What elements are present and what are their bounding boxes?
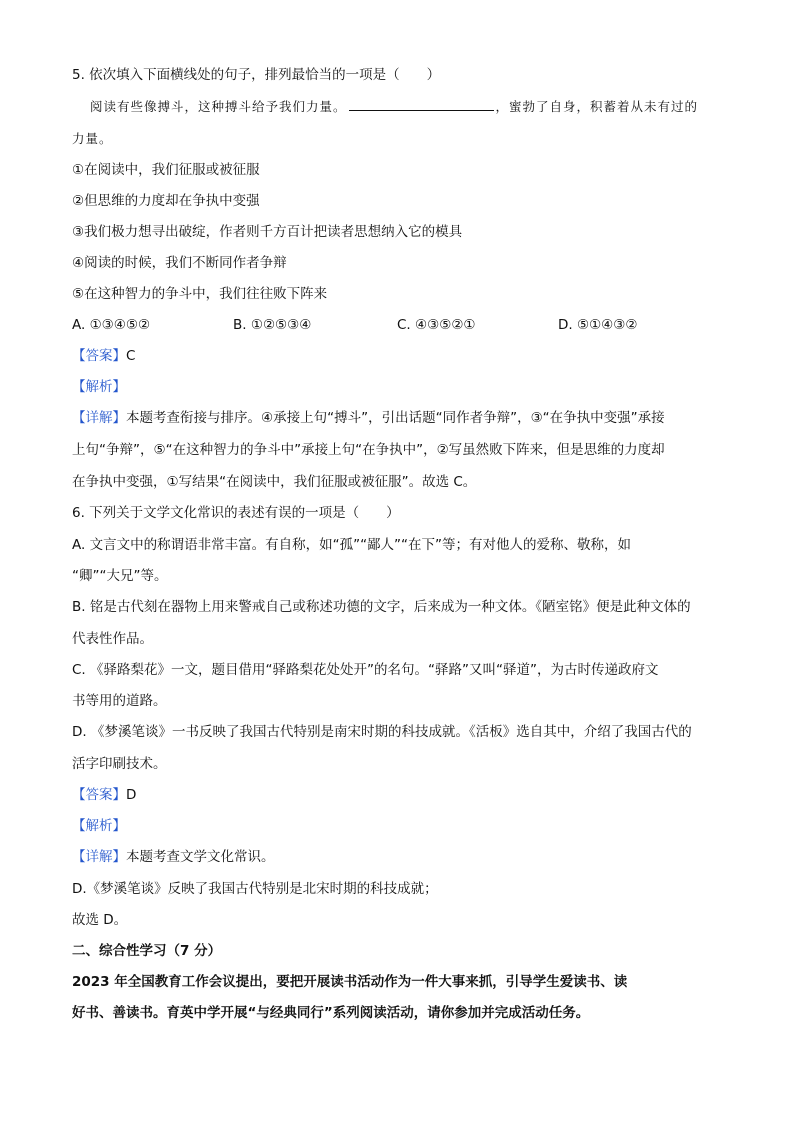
q6-detail-d: D.《梦溪笔谈》反映了我国古代特别是北宋时期的科技成就；	[72, 881, 438, 897]
q5-detail-label: 【详解】	[72, 410, 126, 426]
q6-option-line: A. 文言文中的称谓语非常丰富。有自称，如“孤”“鄙人”“在下”等；有对他人的爱称、敬称，如	[72, 537, 632, 553]
q5-detail-line3: 在争执中变强，①写结果“在阅读中，我们征服或被征服”。故选 C。	[72, 474, 477, 490]
q5-answer	[72, 347, 135, 365]
q6-answer	[72, 786, 136, 804]
q6-option-line: “卿”“大兄”等。	[72, 568, 168, 584]
q5-detail-line1	[72, 409, 665, 427]
q6-stem: 6. 下列关于文学文化常识的表述有误的一项是（ ）	[72, 505, 400, 521]
q5-item: ④阅读的时候，我们不断同作者争辩	[72, 255, 287, 271]
q5-option-b: B. ①②⑤③④	[233, 317, 312, 333]
section2-intro-line1: 2023 年全国教育工作会议提出，要把开展读书活动作为一件大事来抓，引导学生爱读书、读	[72, 974, 628, 990]
q5-passage-after: ，蜜勃了自身，积蓄着从未有过的	[495, 99, 699, 114]
q5-stem: 5. 依次填入下面横线处的句子，排列最恰当的一项是（ ）	[72, 67, 441, 83]
section2-heading: 二、综合性学习（7 分）	[72, 943, 222, 959]
q5-option-a: A. ①③④⑤②	[72, 317, 151, 333]
q5-answer-label: 【答案】	[72, 348, 126, 364]
q6-detail-label: 【详解】	[72, 849, 126, 865]
q5-passage-line2: 力量。	[72, 131, 113, 146]
q5-detail-text: 本题考查衔接与排序。④承接上句“搏斗”，引出话题“同作者争辩”，③“在争执中变强”承接	[126, 410, 665, 426]
q5-option-d: D. ⑤①④③②	[558, 317, 638, 333]
q6-option-line: 书等用的道路。	[72, 693, 167, 709]
q5-analysis-label: 【解析】	[72, 379, 126, 395]
q6-option-line: D. 《梦溪笔谈》一书反映了我国古代特别是南宋时期的科技成就。《活板》选自其中，介绍了我国古代的	[72, 724, 692, 740]
q5-detail-line2: 上句“争辩”，⑤“在这种智力的争斗中”承接上句“在争执中”，②写虽然败下阵来，但是思维的力度却	[72, 442, 665, 458]
q6-option-line: B. 铭是古代刻在器物上用来警戒自己或称述功德的文字，后来成为一种文体。《陋室铭》便是此种文体的	[72, 599, 691, 615]
q6-option-line: 活字印刷技术。	[72, 756, 167, 772]
q5-item: ②但思维的力度却在争执中变强	[72, 193, 260, 209]
q6-analysis-label: 【解析】	[72, 818, 126, 834]
section2-intro-line2: 好书、善读书。育英中学开展“与经典同行”系列阅读活动，请你参加并完成活动任务。	[72, 1005, 590, 1021]
q5-item: ③我们极力想寻出破绽，作者则千方百计把读者思想纳入它的模具	[72, 224, 463, 240]
q5-fill-blank	[349, 98, 494, 111]
q5-answer-value: C	[126, 348, 136, 364]
q6-conclusion: 故选 D。	[72, 912, 128, 928]
q5-passage-before: 阅读有些像搏斗，这种搏斗给予我们力量。	[90, 99, 347, 114]
q5-item: ⑤在这种智力的争斗中，我们往往败下阵来	[72, 286, 328, 302]
q5-option-c: C. ④③⑤②①	[397, 317, 476, 333]
q6-answer-value: D	[126, 787, 137, 803]
q6-option-line: C. 《驿路梨花》一文，题目借用“驿路梨花处处开”的名句。“驿路”又叫“驿道”，为古时传递政府文	[72, 662, 659, 678]
q5-passage-line1	[90, 98, 698, 116]
q6-answer-label: 【答案】	[72, 787, 126, 803]
q5-item: ①在阅读中，我们征服或被征服	[72, 162, 260, 178]
q6-detail	[72, 848, 275, 866]
q6-detail-text: 本题考查文学文化常识。	[126, 849, 275, 865]
q6-option-line: 代表性作品。	[72, 631, 153, 647]
